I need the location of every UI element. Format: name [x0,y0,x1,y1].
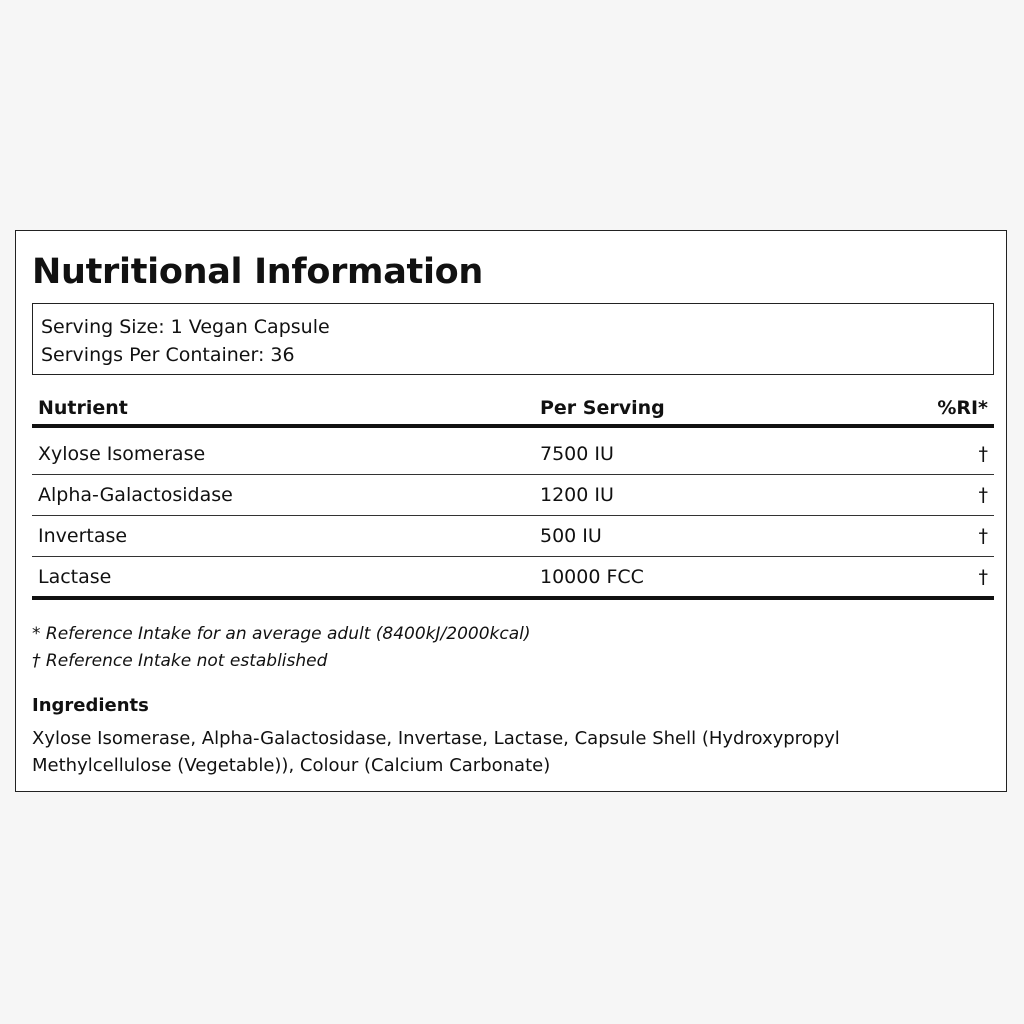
footnote-reference-intake: * Reference Intake for an average adult (8400kJ/2000kcal) [32,624,531,644]
serving-size: Serving Size: 1 Vegan Capsule [41,316,330,338]
servings-per-container: Servings Per Container: 36 [41,344,295,366]
nutrient-name: Invertase [38,525,128,547]
header-nutrient: Nutrient [38,397,128,419]
panel-title: Nutritional Information [32,252,484,292]
nutrient-per-serving: 10000 FCC [540,565,644,588]
table-header-row [32,392,994,428]
nutrient-name: Lactase [38,565,112,588]
nutrient-ri: † [978,565,988,588]
nutrient-ri: † [978,525,988,547]
table-row [32,516,994,557]
table-row [32,428,994,475]
ingredients-title: Ingredients [32,695,149,716]
nutrition-panel [15,230,1007,792]
nutrient-per-serving: 7500 IU [540,443,614,465]
nutrient-per-serving: 500 IU [540,525,602,547]
nutrient-ri: † [978,484,988,506]
table-row [32,475,994,516]
table-row [32,557,994,600]
header-ri: %RI* [937,397,988,419]
nutrient-ri: † [978,443,988,465]
ingredients-text: Xylose Isomerase, Alpha-Galactosidase, Invertase, Lactase, Capsule Shell (Hydroxypropyl Methylcellulose (Vegetable)), Colour (Calcium Carbonate) [32,728,840,776]
nutrient-table [32,392,994,600]
footnote-not-established: † Reference Intake not established [32,651,328,671]
serving-info-box [32,303,994,375]
nutrient-name: Alpha-Galactosidase [38,484,233,506]
nutrient-name: Xylose Isomerase [38,443,206,465]
footnotes [32,621,531,675]
nutrient-per-serving: 1200 IU [540,484,614,506]
header-per-serving: Per Serving [540,397,665,419]
